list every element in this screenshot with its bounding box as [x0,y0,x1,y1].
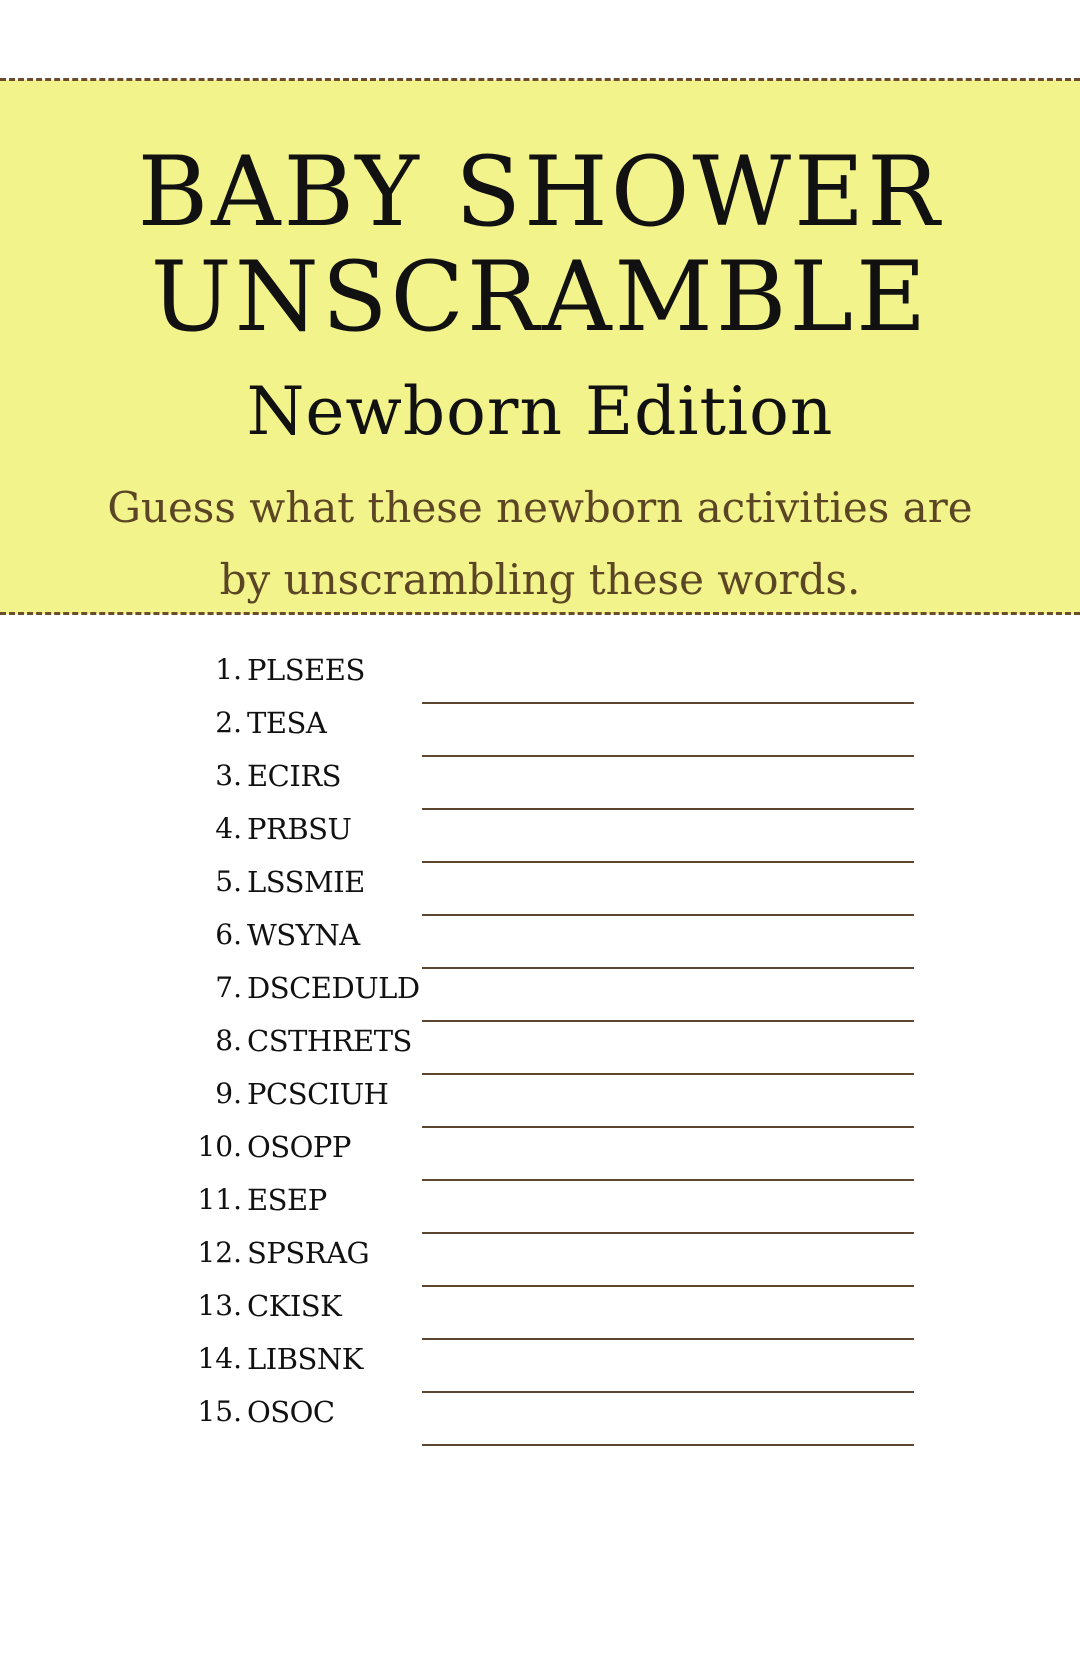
top-dashed-border [0,78,1080,81]
answer-line[interactable] [422,1444,914,1446]
scrambled-word: LIBSNK [247,1342,363,1376]
item-number: 1. [215,653,242,686]
scrambled-word: OSOC [247,1395,335,1429]
item-number: 5. [215,865,242,898]
list-item [0,1127,1080,1180]
scrambled-word: ECIRS [247,759,342,793]
instructions-text: Guess what these newborn activities are by unscrambling these words. [107,483,973,604]
list-item [0,650,1080,703]
title-line-1: BABY SHOWER [137,136,943,248]
list-item [0,1021,1080,1074]
scrambled-word: SPSRAG [247,1236,370,1270]
item-number: 8. [215,1024,242,1057]
list-item [0,1339,1080,1392]
list-item [0,862,1080,915]
scrambled-word: CKISK [247,1289,342,1323]
list-item [0,1180,1080,1233]
scrambled-word: DSCEDULD [247,971,420,1005]
item-number: 10. [197,1130,242,1163]
list-item [0,756,1080,809]
scrambled-word: PRBSU [247,812,352,846]
title-line-2: UNSCRAMBLE [150,241,930,353]
list-item [0,703,1080,756]
scrambled-word: PLSEES [247,653,365,687]
list-item [0,1286,1080,1339]
item-number: 7. [215,971,242,1004]
list-item [0,1233,1080,1286]
scrambled-word: LSSMIE [247,865,365,899]
scrambled-word: ESEP [247,1183,327,1217]
item-number: 14. [197,1342,242,1375]
item-number: 4. [215,812,242,845]
scrambled-word: TESA [247,706,327,740]
scrambled-word: WSYNA [247,918,360,952]
scrambled-word: CSTHRETS [247,1024,412,1058]
item-number: 2. [215,706,242,739]
item-number: 11. [197,1183,242,1216]
item-number: 3. [215,759,242,792]
item-number: 13. [197,1289,242,1322]
item-number: 12. [197,1236,242,1269]
item-number: 9. [215,1077,242,1110]
list-item [0,809,1080,862]
scrambled-word: OSOPP [247,1130,351,1164]
list-item [0,968,1080,1021]
list-item [0,915,1080,968]
list-item [0,1392,1080,1445]
scrambled-word: PCSCIUH [247,1077,389,1111]
item-number: 6. [215,918,242,951]
edition-subtitle: Newborn Edition [246,373,834,450]
item-number: 15. [197,1395,242,1428]
list-item [0,1074,1080,1127]
